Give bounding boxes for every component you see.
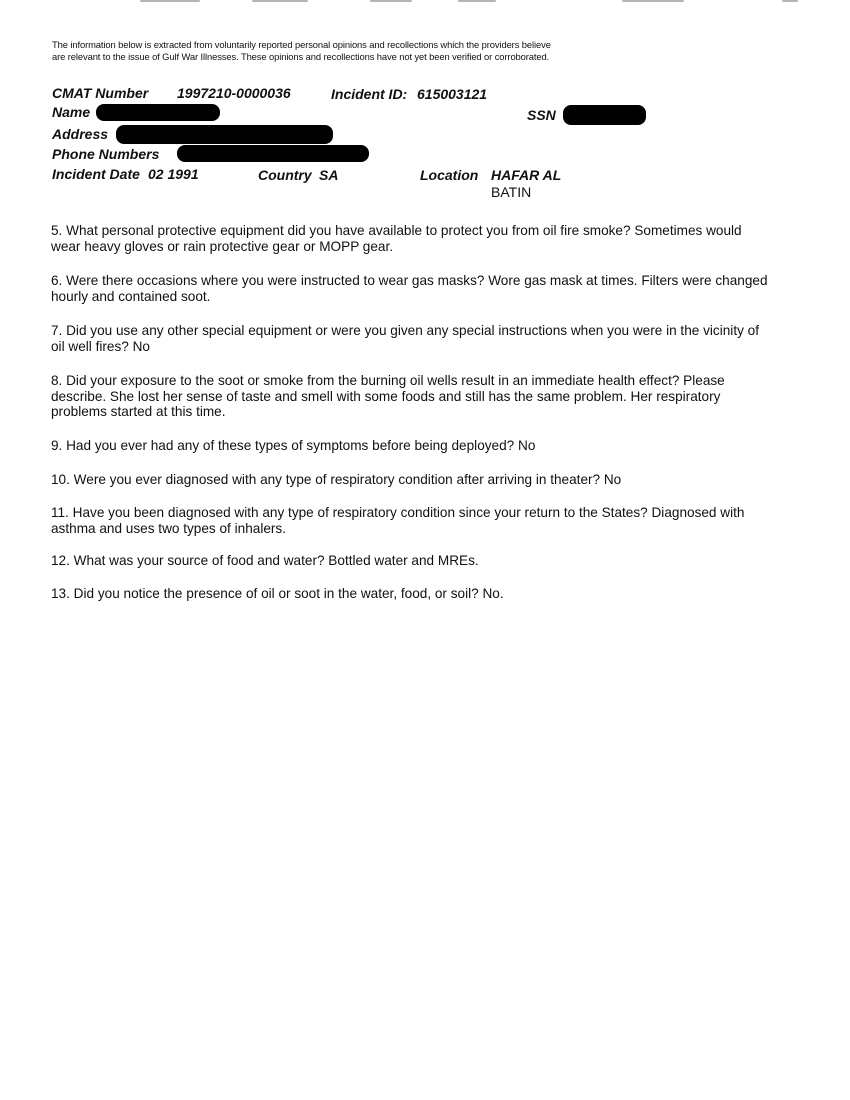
incident-date-label: Incident Date bbox=[52, 166, 140, 182]
scan-mark bbox=[458, 0, 496, 2]
ssn-redaction bbox=[563, 105, 646, 125]
cmat-number-value: 1997210-0000036 bbox=[177, 85, 291, 101]
scan-mark bbox=[782, 0, 798, 2]
cmat-number-label: CMAT Number bbox=[52, 85, 149, 101]
incident-date-value: 02 1991 bbox=[148, 166, 199, 182]
question-7: 7. Did you use any other special equipment or were you given any special instructions when you were in the vicinity of oil well fires? No bbox=[51, 323, 760, 354]
country-label: Country bbox=[258, 167, 312, 183]
question-9: 9. Had you ever had any of these types of symptoms before being deployed? No bbox=[51, 438, 536, 453]
scan-mark bbox=[370, 0, 412, 2]
question-11: 11. Have you been diagnosed with any type of respiratory condition since your return to the States? Diagnosed with asthma and uses two types of inhalers. bbox=[51, 505, 745, 536]
question-5: 5. What personal protective equipment did you have available to protect you from oil fire smoke? Sometimes would wear heavy gloves or rain protective gear or MOPP gear. bbox=[51, 223, 742, 254]
phone-numbers-label: Phone Numbers bbox=[52, 146, 160, 162]
location-value-cont: BATIN bbox=[491, 184, 532, 200]
phone-redaction bbox=[177, 145, 369, 162]
location-label: Location bbox=[420, 167, 479, 183]
question-13: 13. Did you notice the presence of oil or soot in the water, food, or soil? No. bbox=[51, 586, 504, 601]
incident-id-label: Incident ID: bbox=[331, 86, 408, 102]
name-label: Name bbox=[52, 104, 91, 120]
scan-mark bbox=[622, 0, 684, 2]
location-value: HAFAR AL bbox=[491, 167, 562, 183]
disclaimer-text: The information below is extracted from voluntarily reported personal opinions and recollections which the providers believe are relevant to the issue of Gulf War Illnesses. These opinions and recollections have not yet been verified or corroborated. bbox=[52, 39, 551, 63]
question-6: 6. Were there occasions where you were instructed to wear gas masks? Wore gas mask at times. Filters were changed hourly and contained soot. bbox=[51, 273, 768, 304]
question-8: 8. Did your exposure to the soot or smoke from the burning oil wells result in an immediate health effect? Please describe. She lost her sense of taste and smell with some foods and still has the same problem. Her respiratory problems started at this time. bbox=[51, 373, 725, 419]
scan-mark bbox=[140, 0, 200, 2]
incident-id-value: 615003121 bbox=[417, 86, 488, 102]
question-10: 10. Were you ever diagnosed with any type of respiratory condition after arriving in theater? No bbox=[51, 472, 622, 487]
address-redaction bbox=[116, 125, 333, 144]
ssn-label: SSN bbox=[527, 107, 556, 123]
country-value: SA bbox=[319, 167, 339, 183]
question-12: 12. What was your source of food and water? Bottled water and MREs. bbox=[51, 553, 479, 568]
address-label: Address bbox=[52, 126, 109, 142]
scan-mark bbox=[252, 0, 308, 2]
name-redaction bbox=[96, 104, 220, 121]
